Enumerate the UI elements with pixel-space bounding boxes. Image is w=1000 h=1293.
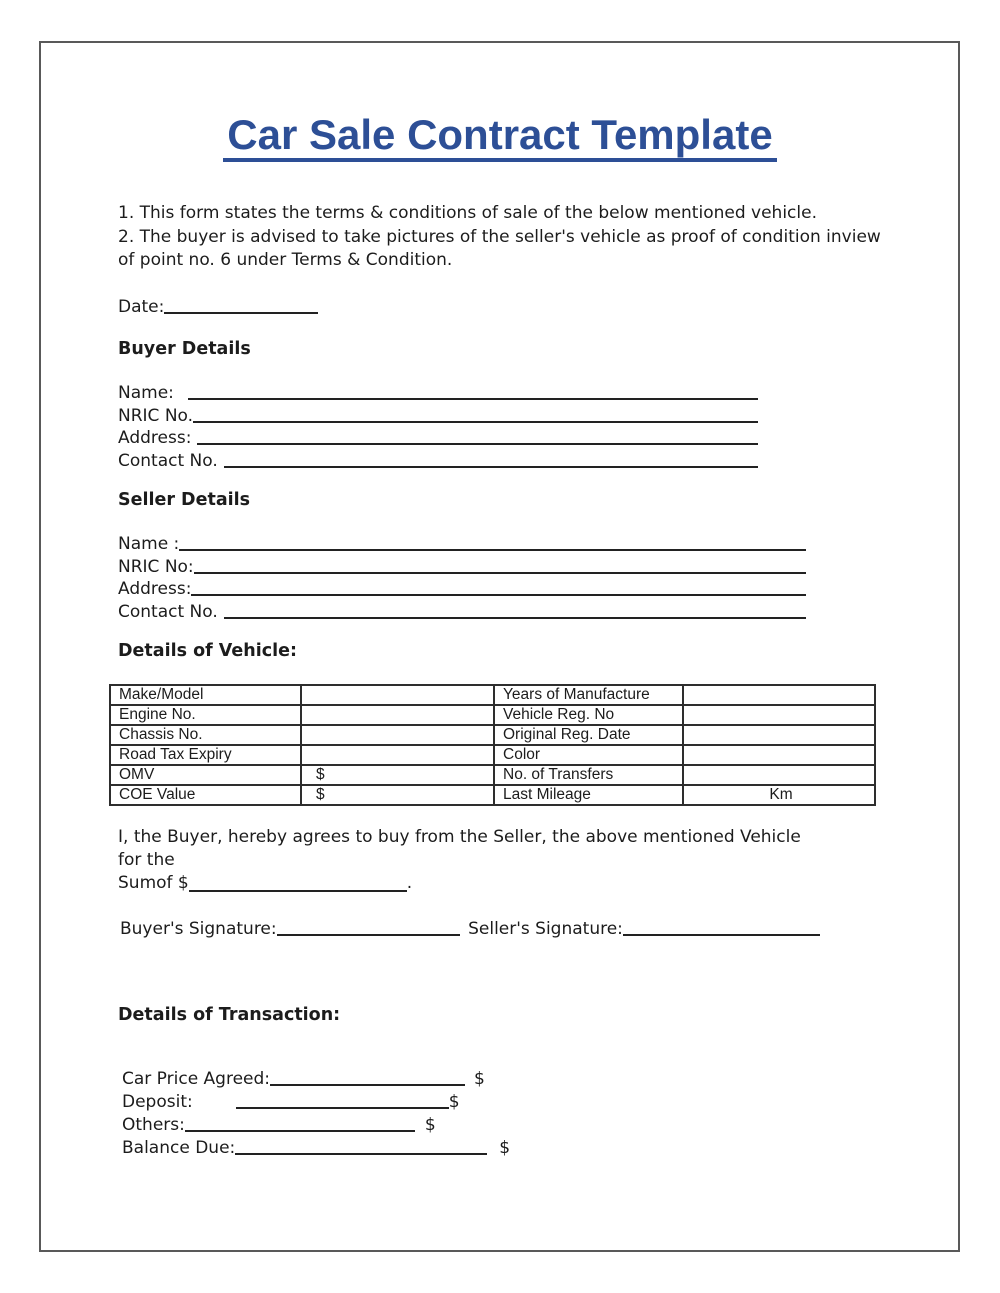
- cell-omv-label: OMV: [110, 765, 301, 785]
- cell-make-model-value: [301, 685, 494, 705]
- deposit-dollar: $: [448, 1092, 460, 1112]
- car-price-row: [122, 1066, 510, 1089]
- sum-prefix-label: Sumof $: [118, 873, 189, 893]
- blank-line-buyer-address: [197, 439, 758, 445]
- cell-years-manufacture-value: [683, 685, 875, 705]
- signatures-row: [120, 915, 820, 939]
- seller-details-heading: Seller Details: [118, 490, 251, 510]
- cell-last-mileage-unit: Km: [683, 785, 875, 805]
- intro-notes: [118, 202, 890, 273]
- buyer-name-row: [118, 380, 758, 403]
- blank-line-seller-contact: [224, 613, 806, 619]
- agreement-line-1: I, the Buyer, hereby agrees to buy from the Seller, the above mentioned Vehicle for the: [118, 827, 801, 870]
- cell-last-mileage-label: Last Mileage: [494, 785, 683, 805]
- seller-address-label: Address:: [118, 579, 192, 600]
- buyer-contact-row: [118, 448, 758, 471]
- buyer-contact-label: Contact No.: [118, 451, 218, 472]
- cell-engine-no-value: [301, 705, 494, 725]
- blank-line-deposit: [236, 1103, 449, 1109]
- blank-line-balance-due: [235, 1149, 487, 1155]
- blank-line-buyer-signature: [277, 930, 460, 936]
- sum-period: .: [406, 873, 413, 893]
- seller-fields: [118, 531, 806, 622]
- blank-line-seller-name: [179, 545, 806, 551]
- blank-line-buyer-name: [188, 394, 758, 400]
- buyer-address-row: [118, 426, 758, 449]
- seller-contact-row: [118, 599, 806, 622]
- balance-due-dollar: $: [499, 1138, 511, 1158]
- transaction-fields: [122, 1066, 510, 1158]
- cell-road-tax-value: [301, 745, 494, 765]
- blank-line-buyer-nric: [193, 417, 758, 423]
- buyer-details-heading: Buyer Details: [118, 339, 251, 359]
- cell-years-manufacture-label: Years of Manufacture: [494, 685, 683, 705]
- cell-vehicle-reg-label: Vehicle Reg. No: [494, 705, 683, 725]
- blank-line-sum: [189, 886, 407, 892]
- buyer-nric-label: NRIC No.: [118, 405, 194, 426]
- date-label: Date:: [118, 296, 165, 317]
- cell-original-reg-label: Original Reg. Date: [494, 725, 683, 745]
- cell-color-label: Color: [494, 745, 683, 765]
- cell-transfers-value: [683, 765, 875, 785]
- table-row: [110, 705, 875, 725]
- car-price-dollar: $: [474, 1069, 485, 1089]
- transaction-details-heading: Details of Transaction:: [118, 1005, 341, 1025]
- others-dollar: $: [424, 1115, 436, 1135]
- cell-engine-no-label: Engine No.: [110, 705, 301, 725]
- others-label: Others:: [122, 1115, 185, 1135]
- cell-road-tax-label: Road Tax Expiry: [110, 745, 301, 765]
- buyer-fields: [118, 380, 758, 471]
- cell-coe-value: $: [301, 785, 494, 805]
- cell-chassis-no-label: Chassis No.: [110, 725, 301, 745]
- title-block: [0, 112, 1000, 162]
- car-price-label: Car Price Agreed:: [122, 1069, 271, 1089]
- seller-name-label: Name :: [118, 533, 180, 554]
- buyer-name-label: Name:: [118, 382, 174, 403]
- blank-line-seller-address: [191, 590, 806, 596]
- seller-signature-label: Seller's Signature:: [468, 919, 623, 939]
- table-row: [110, 785, 875, 805]
- table-row: [110, 765, 875, 785]
- page-title: Car Sale Contract Template: [223, 112, 776, 162]
- note-1: 1. This form states the terms & conditions of sale of the below mentioned vehicle.: [118, 203, 817, 223]
- table-row: [110, 685, 875, 705]
- cell-color-value: [683, 745, 875, 765]
- buyer-signature-label: Buyer's Signature:: [120, 919, 277, 939]
- cell-vehicle-reg-value: [683, 705, 875, 725]
- blank-line-buyer-contact: [224, 462, 758, 468]
- blank-line-others: [185, 1126, 415, 1132]
- blank-line-date: [164, 308, 318, 314]
- others-row: [122, 1112, 510, 1135]
- vehicle-table-wrap: [109, 684, 876, 806]
- date-row: [118, 294, 318, 317]
- cell-make-model-label: Make/Model: [110, 685, 301, 705]
- blank-line-car-price: [270, 1080, 465, 1086]
- deposit-label: Deposit:: [122, 1092, 193, 1112]
- table-row: [110, 725, 875, 745]
- seller-nric-label: NRIC No:: [118, 556, 194, 577]
- cell-chassis-no-value: [301, 725, 494, 745]
- cell-transfers-label: No. of Transfers: [494, 765, 683, 785]
- seller-contact-label: Contact No.: [118, 602, 218, 623]
- vehicle-details-heading: Details of Vehicle:: [118, 641, 297, 661]
- buyer-nric-row: [118, 403, 758, 426]
- agreement-paragraph: [118, 826, 818, 895]
- cell-original-reg-value: [683, 725, 875, 745]
- balance-due-row: [122, 1135, 510, 1158]
- balance-due-label: Balance Due:: [122, 1138, 236, 1158]
- blank-line-seller-signature: [623, 930, 820, 936]
- blank-line-seller-nric: [194, 568, 806, 574]
- seller-name-row: [118, 531, 806, 554]
- cell-coe-label: COE Value: [110, 785, 301, 805]
- seller-nric-row: [118, 554, 806, 577]
- buyer-address-label: Address:: [118, 428, 192, 449]
- cell-omv-value: $: [301, 765, 494, 785]
- seller-address-row: [118, 577, 806, 600]
- deposit-row: [122, 1089, 510, 1112]
- table-row: [110, 745, 875, 765]
- agreement-line-2: [118, 872, 818, 895]
- vehicle-details-table: [109, 684, 876, 806]
- note-2: 2. The buyer is advised to take pictures of the seller's vehicle as proof of condition inview of point no. 6 under Terms & Condition.: [118, 226, 881, 270]
